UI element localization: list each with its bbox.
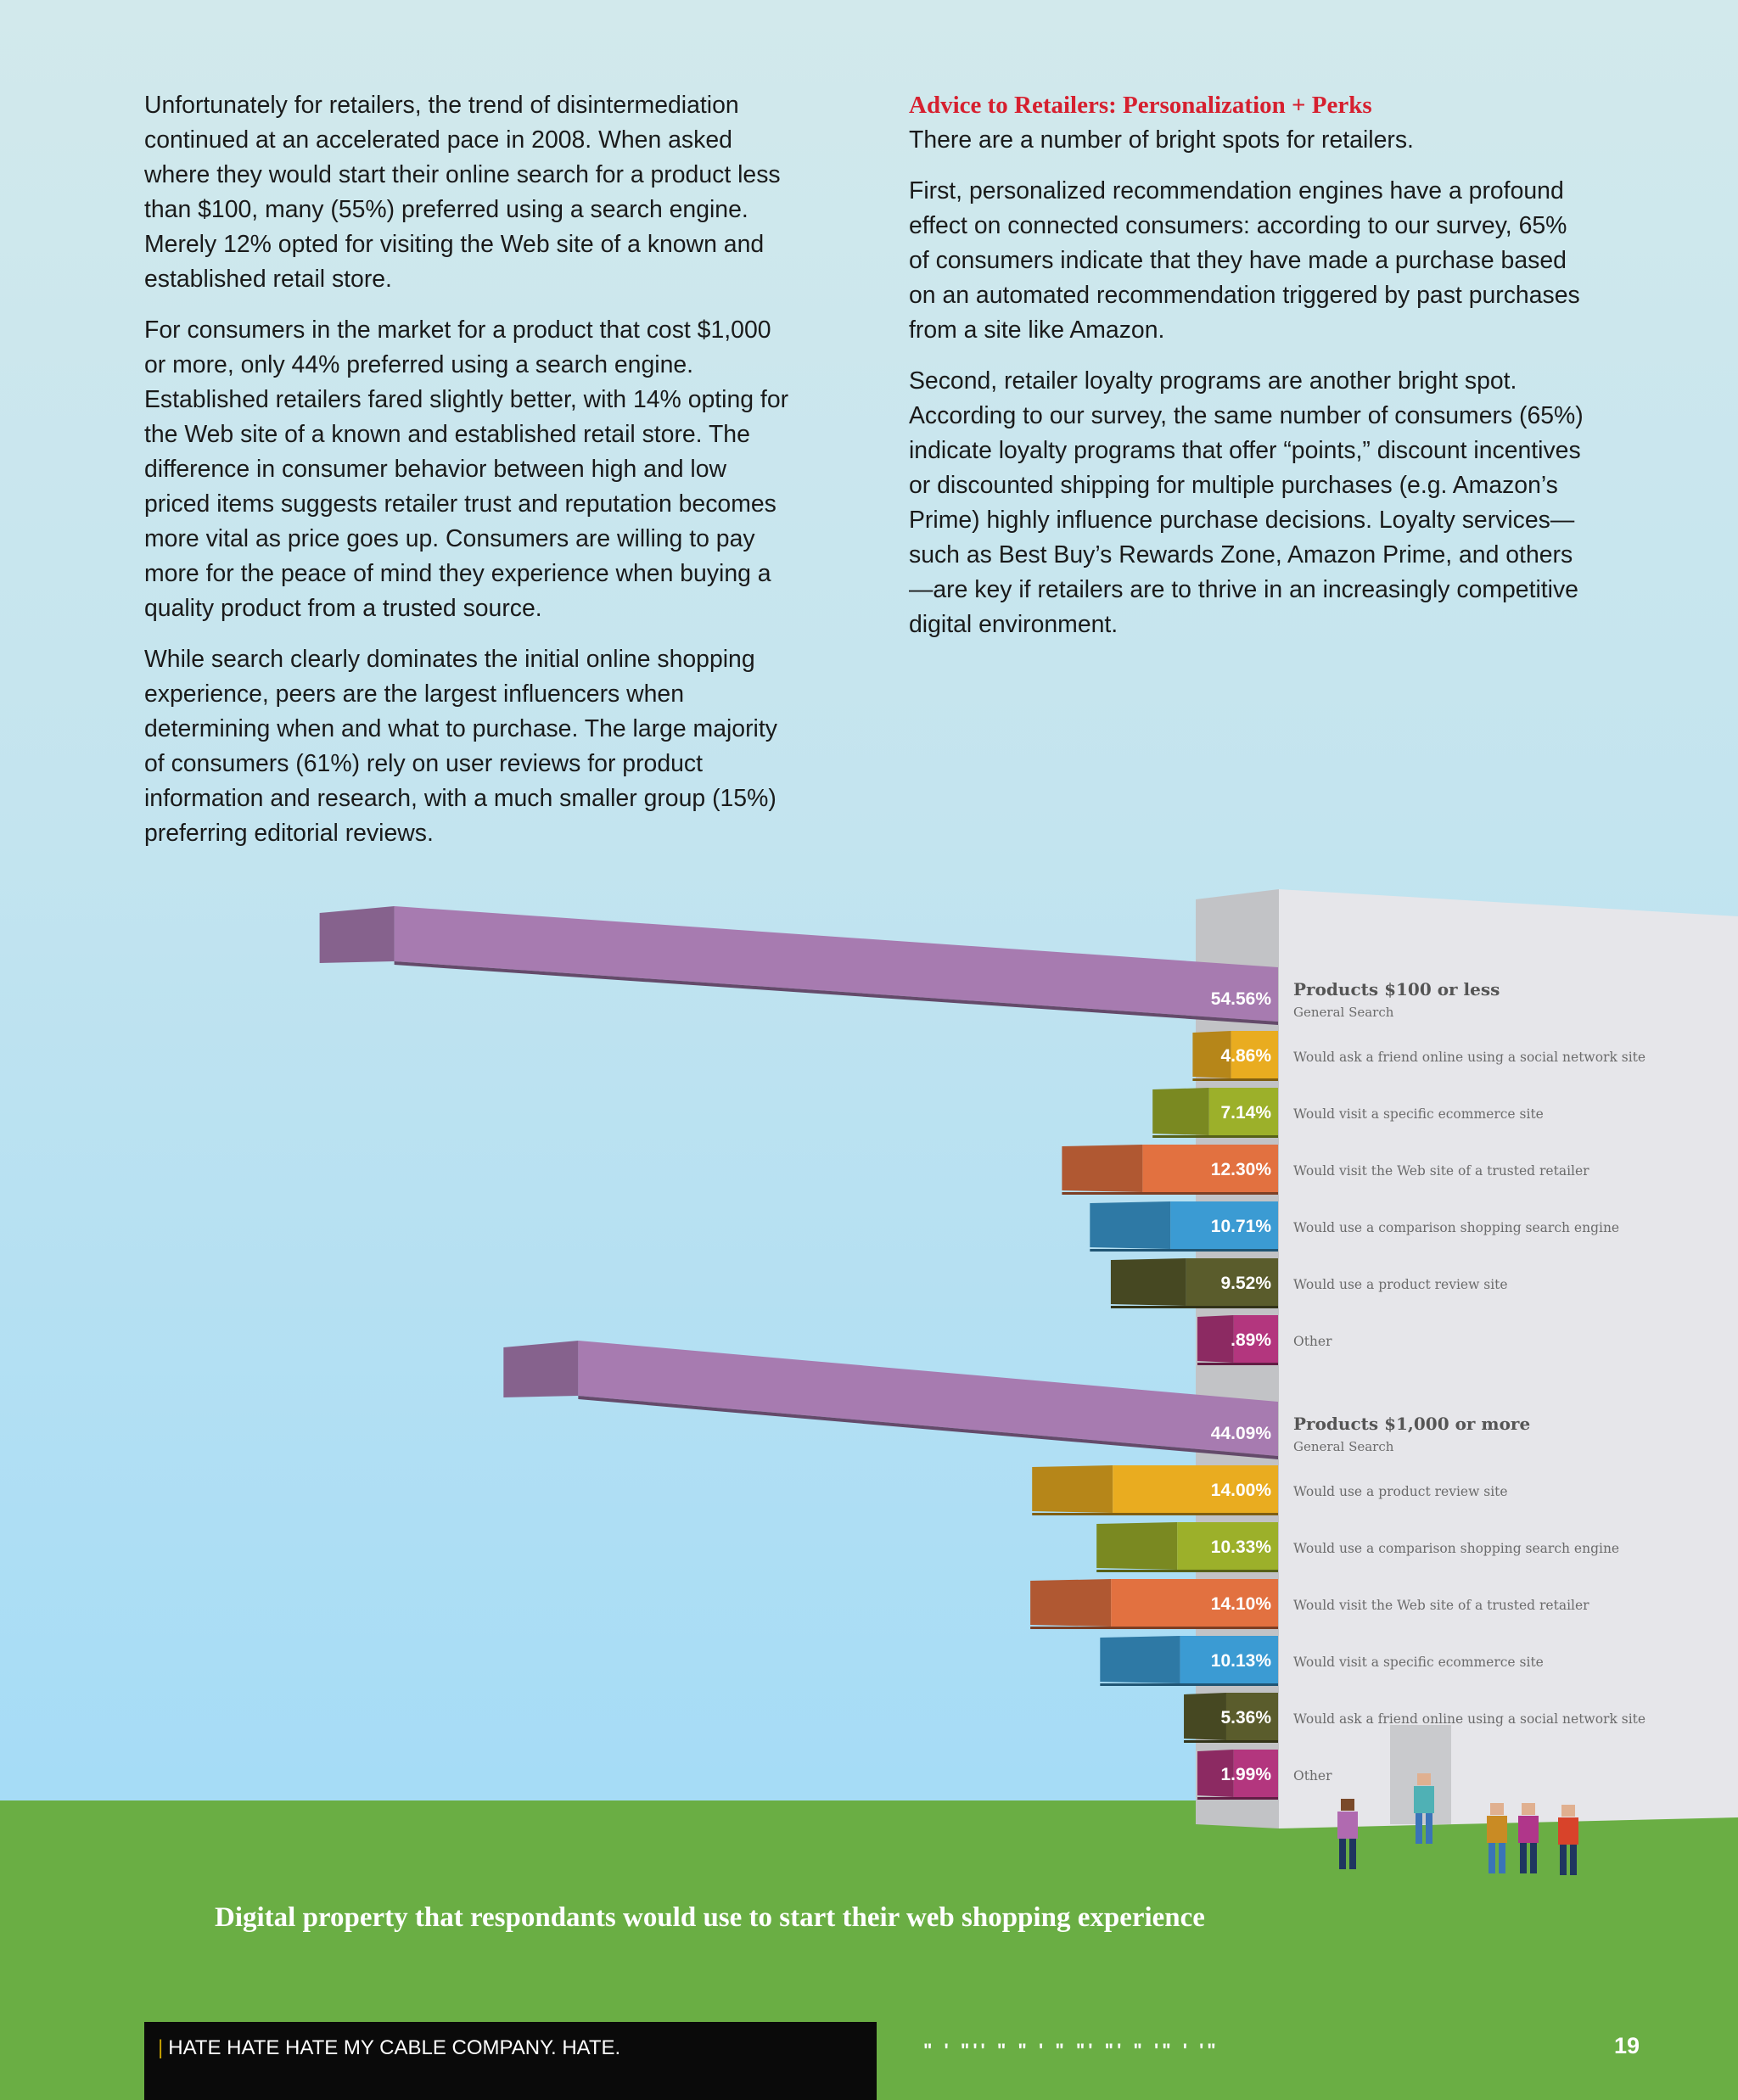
footer-separator: | xyxy=(158,2036,164,2059)
value-label: 10.71% xyxy=(1210,1217,1271,1236)
bar-shadow xyxy=(1192,1078,1278,1081)
value-label: 14.00% xyxy=(1210,1481,1271,1500)
bar-shadow xyxy=(1197,1363,1278,1365)
building-wall xyxy=(1279,889,1738,1828)
category-label: Would use a product review site xyxy=(1293,1484,1508,1499)
value-label: 14.10% xyxy=(1210,1594,1271,1614)
bar-side xyxy=(1090,1201,1170,1249)
bar-face xyxy=(578,1341,1278,1456)
bar-shadow xyxy=(1062,1192,1278,1195)
category-label: General Search xyxy=(1293,1439,1394,1454)
paragraph: Second, retailer loyalty programs are another bright spot. According to our survey, the same number of consumers (65%) indicate loyalty programs that offer “points,” discount incentives or discounted shipping for multiple purchases (e.g. Amazon’s Prime) highly influence purchase decisions. Loyalty services—such as Best Buy’s Rewards Zone, Amazon Prime, and others—are key if retailers are to thrive in an increasingly competitive digital environment. xyxy=(909,367,1584,638)
category-label: Would ask a friend online using a social network site xyxy=(1293,1050,1646,1065)
category-label: Would visit the Web site of a trusted retailer xyxy=(1293,1163,1589,1179)
value-label: 12.30% xyxy=(1210,1160,1271,1179)
value-label: 9.52% xyxy=(1220,1274,1271,1293)
category-label: Would visit a specific ecommerce site xyxy=(1293,1106,1544,1122)
chart-caption: Digital property that respondants would use to start their web shopping experience xyxy=(215,1902,1205,1933)
paragraph: First, personalized recommendation engines have a profound effect on connected consumers: according to our survey, 65% of consumers indicate that they have made a purchase based on an automated recommendation triggered by past purchases from a site like Amazon. xyxy=(909,177,1580,344)
bar-side xyxy=(1100,1636,1180,1683)
footer-tick-marks: " ' "'' " " ' " "' "' " '" ' '" xyxy=(923,2040,1219,2061)
footer-tagline-text: HATE HATE HATE MY CABLE COMPANY. HATE. xyxy=(168,2036,621,2059)
category-label: Would visit the Web site of a trusted retailer xyxy=(1293,1598,1589,1613)
bar-shadow xyxy=(1032,1513,1278,1515)
value-label: 10.33% xyxy=(1210,1537,1271,1557)
bar-side xyxy=(1197,1315,1234,1363)
bar-end xyxy=(320,906,395,963)
group-heading: Products $1,000 or more xyxy=(1293,1414,1531,1434)
bar-side xyxy=(1032,1465,1113,1513)
category-label: Would use a comparison shopping search engine xyxy=(1293,1220,1620,1235)
value-label: 5.36% xyxy=(1220,1708,1271,1728)
bar-shadow xyxy=(1184,1740,1278,1743)
value-label: 4.86% xyxy=(1220,1046,1271,1066)
article-left-column xyxy=(144,88,798,867)
bar-shadow xyxy=(1030,1627,1278,1629)
bar-1-0 xyxy=(503,1341,1278,1459)
paragraph: Unfortunately for retailers, the trend of disintermediation continued at an accelerated pace in 2008. When asked where they would start their online search for a product less than $100, many (55%) preferred using a search engine. Merely 12% opted for visiting the Web site of a known and established retail store. xyxy=(144,92,781,293)
bar-shadow xyxy=(1111,1306,1278,1308)
bar-shadow xyxy=(1197,1797,1278,1800)
bar-shadow xyxy=(1090,1249,1278,1252)
bar-side xyxy=(1152,1088,1209,1135)
category-label: General Search xyxy=(1293,1005,1394,1020)
bar-shadow xyxy=(1096,1570,1278,1572)
footer-bar xyxy=(144,2022,877,2100)
category-label: Would use a comparison shopping search engine xyxy=(1293,1541,1620,1556)
bar-shadow xyxy=(1100,1683,1278,1686)
bar-side xyxy=(1111,1258,1186,1306)
category-label: Other xyxy=(1293,1768,1332,1784)
category-label: Would ask a friend online using a social network site xyxy=(1293,1711,1646,1727)
footer-tagline xyxy=(158,2036,620,2060)
value-label: 54.56% xyxy=(1210,989,1271,1009)
bar-0-0 xyxy=(320,906,1278,1025)
value-label: 7.14% xyxy=(1220,1103,1271,1123)
section-heading: Advice to Retailers: Personalization + Perks xyxy=(909,92,1372,119)
bar-end xyxy=(503,1341,578,1397)
value-label: 1.99% xyxy=(1220,1765,1271,1784)
category-label: Other xyxy=(1293,1334,1332,1349)
value-label: 44.09% xyxy=(1210,1424,1271,1443)
value-label: 10.13% xyxy=(1210,1651,1271,1671)
article-right-column xyxy=(909,88,1588,658)
group-heading: Products $100 or less xyxy=(1293,979,1500,1000)
paragraph: While search clearly dominates the initial online shopping experience, peers are the largest influencers when determining when and what to purchase. The large majority of consumers (61%) rely on user reviews for product information and research, with a much smaller group (15%) preferring editorial reviews. xyxy=(144,646,777,847)
bar-side xyxy=(1062,1145,1142,1192)
bar-shadow xyxy=(1152,1135,1278,1138)
category-label: Would visit a specific ecommerce site xyxy=(1293,1655,1544,1670)
bar-side xyxy=(1096,1522,1177,1570)
bar-face xyxy=(395,906,1278,1022)
paragraph: There are a number of bright spots for retailers. xyxy=(909,126,1414,154)
bar-chart xyxy=(0,848,1738,1901)
category-label: Would use a product review site xyxy=(1293,1277,1508,1292)
paragraph: For consumers in the market for a product that cost $1,000 or more, only 44% preferred using a search engine. Established retailers fared slightly better, with 14% opting for the Web site of a known and established retail store. The difference in consumer behavior between high and low priced items suggests retailer trust and reputation becomes more vital as price goes up. Consumers are willing to pay more for the peace of mind they experience when buying a quality product from a trusted source. xyxy=(144,316,789,622)
page-number: 19 xyxy=(1614,2033,1640,2058)
value-label: .89% xyxy=(1231,1330,1271,1350)
bar-side xyxy=(1030,1579,1111,1627)
